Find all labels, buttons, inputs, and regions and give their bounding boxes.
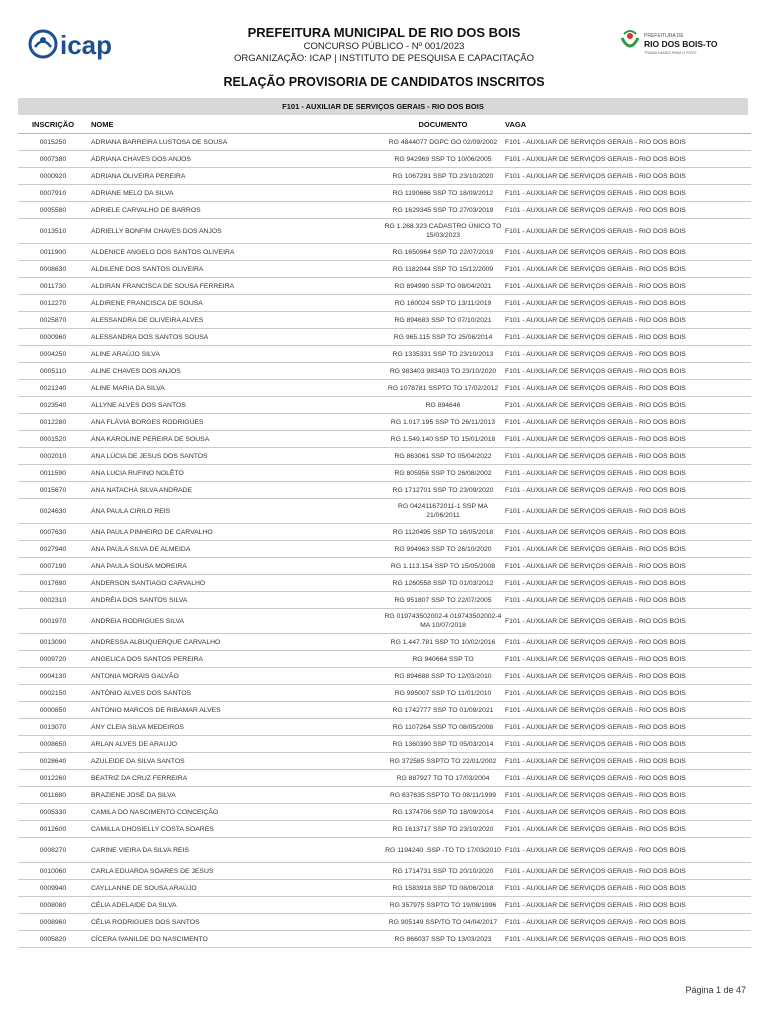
cell-nome: ALDIRAN FRANCISCA DE SOUSA FERREIRA [88,278,381,295]
table-row [18,702,751,719]
cell-vaga: F101 - AUXILIAR DE SERVIÇOS GERAIS - RIO DOS BOIS [505,380,751,397]
cell-nome: ANA PAULA PINHEIRO DE CARVALHO [88,524,381,541]
cell-documento: RG 1583918 SSP TO 08/06/2018 [381,880,505,897]
cell-documento: RG 983403 983403 TO 23/10/2020 [381,363,505,380]
table-row [18,414,751,431]
cell-nome: CAMILLA DHOSIELLY COSTA SOARES [88,821,381,838]
table-row [18,524,751,541]
cell-documento: RG 965.115 SSP TO 25/06/2014 [381,329,505,346]
cell-documento: RG 894990 SSP TO 08/04/2021 [381,278,505,295]
cell-vaga: F101 - AUXILIAR DE SERVIÇOS GERAIS - RIO DOS BOIS [505,804,751,821]
cell-inscricao: 0008960 [18,914,88,931]
cell-documento: RG 1629345 SSP TO 27/03/2019 [381,202,505,219]
cell-vaga: F101 - AUXILIAR DE SERVIÇOS GERAIS - RIO DOS BOIS [505,431,751,448]
table-row [18,397,751,414]
cell-inscricao: 0007910 [18,185,88,202]
cell-nome: ARLAN ALVES DE ARAUJO [88,736,381,753]
cell-vaga: F101 - AUXILIAR DE SERVIÇOS GERAIS - RIO DOS BOIS [505,609,751,634]
cell-nome: CÍCERA IVANILDE DO NASCIMENTO [88,931,381,948]
table-row [18,931,751,948]
cell-inscricao: 0007380 [18,151,88,168]
cell-documento: RG 1190666 SSP TO 18/09/2012 [381,185,505,202]
table-row [18,312,751,329]
cell-documento: RG 942969 SSP TO 10/06/2005 [381,151,505,168]
cell-nome: ALLYNE ALVES DOS SANTOS [88,397,381,414]
cell-vaga: F101 - AUXILIAR DE SERVIÇOS GERAIS - RIO DOS BOIS [505,329,751,346]
table-row [18,821,751,838]
cell-documento: RG 1067291 SSP TO 23/10/2020 [381,168,505,185]
cell-inscricao: 0005580 [18,202,88,219]
cell-inscricao: 0023540 [18,397,88,414]
cell-nome: ANA PAULA CIRILO REIS [88,499,381,524]
cell-inscricao: 0005330 [18,804,88,821]
cell-documento: RG 805956 SSP TO 26/08/2002 [381,465,505,482]
cell-inscricao: 0008650 [18,736,88,753]
cell-vaga: F101 - AUXILIAR DE SERVIÇOS GERAIS - RIO DOS BOIS [505,482,751,499]
cell-documento: RG 1613717 SSP TO 23/10/2020 [381,821,505,838]
cell-vaga: F101 - AUXILIAR DE SERVIÇOS GERAIS - RIO DOS BOIS [505,524,751,541]
cell-documento: RG 894688 SSP TO 12/03/2010 [381,668,505,685]
cell-nome: ANA LUCIA RUFINO NOLÊTO [88,465,381,482]
cell-inscricao: 0013090 [18,634,88,651]
cell-inscricao: 0005110 [18,363,88,380]
cell-vaga: F101 - AUXILIAR DE SERVIÇOS GERAIS - RIO DOS BOIS [505,575,751,592]
cell-inscricao: 0002310 [18,592,88,609]
cell-nome: CARINE VIEIRA DA SILVA REIS [88,838,381,863]
cell-inscricao: 0013070 [18,719,88,736]
cell-vaga: F101 - AUXILIAR DE SERVIÇOS GERAIS - RIO DOS BOIS [505,168,751,185]
cell-documento: RG 905149 SSP/TO TO 04/04/2017 [381,914,505,931]
table-row [18,668,751,685]
table-row [18,736,751,753]
cell-vaga: F101 - AUXILIAR DE SERVIÇOS GERAIS - RIO DOS BOIS [505,685,751,702]
cell-vaga: F101 - AUXILIAR DE SERVIÇOS GERAIS - RIO DOS BOIS [505,499,751,524]
cell-inscricao: 0015250 [18,134,88,151]
organization-line: ORGANIZAÇÃO: ICAP | INSTITUTO DE PESQUISA E CAPACITAÇÃO [233,53,534,64]
cell-documento: RG 1107264 SSP TO 08/05/2008 [381,719,505,736]
table-row [18,219,751,244]
cell-documento: RG 637635 SSPTO TO 08/11/1999 [381,787,505,804]
table-row [18,770,751,787]
cell-inscricao: 0009720 [18,651,88,668]
table-header-row [18,115,751,134]
cell-nome: ANA PAULA SILVA DE ALMEIDA [88,541,381,558]
cell-vaga: F101 - AUXILIAR DE SERVIÇOS GERAIS - RIO DOS BOIS [505,202,751,219]
cell-nome: ALDILENE DOS SANTOS OLIVEIRA [88,261,381,278]
cell-documento: RG 1.113.154 SSP TO 15/05/2008 [381,558,505,575]
cell-nome: ADRIANA CHAVES DOS ANJOS [88,151,381,168]
table-row [18,804,751,821]
cell-nome: ADRIANE MELO DA SILVA [88,185,381,202]
table-row [18,914,751,931]
table-row [18,380,751,397]
cell-nome: ADRIELLY BONFIM CHAVES DOS ANJOS [88,219,381,244]
cell-nome: CAMILA DO NASCIMENTO CONCEIÇÃO [88,804,381,821]
cell-documento: RG 866037 SSP TO 13/03/2023 [381,931,505,948]
cell-nome: ANDREIA RODRIGUES SILVA [88,609,381,634]
cell-nome: ALINE CHAVES DOS ANJOS [88,363,381,380]
cell-documento: RG 160024 SSP TO 13/11/2019 [381,295,505,312]
cell-inscricao: 0012280 [18,414,88,431]
cell-documento: RG 1078781 SSPTO TO 17/02/2012 [381,380,505,397]
table-row [18,261,751,278]
cell-vaga: F101 - AUXILIAR DE SERVIÇOS GERAIS - RIO DOS BOIS [505,151,751,168]
cell-nome: ANDRESSA ALBUQUERQUE CARVALHO [88,634,381,651]
cell-nome: ANDRÉIA DOS SANTOS SILVA [88,592,381,609]
table-row [18,609,751,634]
table-row [18,787,751,804]
cell-documento: RG 019743502002-4 019743502002-4 MA 10/07/2018 [381,609,505,634]
report-title: RELAÇÃO PROVISORIA DE CANDIDATOS INSCRITOS [223,75,545,89]
table-row [18,448,751,465]
cell-inscricao: 0012270 [18,295,88,312]
column-header-vaga: VAGA [505,115,751,134]
cell-nome: CÉLIA RODRIGUES DOS SANTOS [88,914,381,931]
column-header-documento: DOCUMENTO [381,115,505,134]
table-row [18,592,751,609]
table-row [18,880,751,897]
cell-inscricao: 0000850 [18,702,88,719]
cell-documento: RG 1120495 SSP TO 16/05/2018 [381,524,505,541]
cell-nome: CARLA EDUARDA SOARES DE JESUS [88,863,381,880]
table-row [18,295,751,312]
cell-documento: RG 994963 SSP TO 26/10/2020 [381,541,505,558]
cell-documento: RG 357975 SSPTO TO 19/08/1996 [381,897,505,914]
cell-inscricao: 0008630 [18,261,88,278]
cell-vaga: F101 - AUXILIAR DE SERVIÇOS GERAIS - RIO DOS BOIS [505,668,751,685]
cell-documento: RG 372585 SSPTO TO 22/01/2002 [381,753,505,770]
cell-inscricao: 0011680 [18,787,88,804]
column-header-nome: NOME [88,115,381,134]
cell-vaga: F101 - AUXILIAR DE SERVIÇOS GERAIS - RIO DOS BOIS [505,244,751,261]
cell-vaga: F101 - AUXILIAR DE SERVIÇOS GERAIS - RIO DOS BOIS [505,185,751,202]
cell-inscricao: 0011900 [18,244,88,261]
table-row [18,558,751,575]
cell-inscricao: 0004130 [18,668,88,685]
cell-nome: ANGELICA DOS SANTOS PEREIRA [88,651,381,668]
cell-nome: ALDIRENE FRANCISCA DE SOUSA [88,295,381,312]
cell-vaga: F101 - AUXILIAR DE SERVIÇOS GERAIS - RIO DOS BOIS [505,397,751,414]
cell-documento: RG 1360390 SSP TO 05/03/2014 [381,736,505,753]
cell-nome: ANA NATACHA SILVA ANDRADE [88,482,381,499]
cell-nome: ALINE ARAÚJO SILVA [88,346,381,363]
cell-vaga: F101 - AUXILIAR DE SERVIÇOS GERAIS - RIO DOS BOIS [505,821,751,838]
group-title-bar: F101 - AUXILIAR DE SERVIÇOS GERAIS - RIO DOS BOIS [18,98,748,115]
table-row [18,838,751,863]
cell-vaga: F101 - AUXILIAR DE SERVIÇOS GERAIS - RIO DOS BOIS [505,312,751,329]
cell-vaga: F101 - AUXILIAR DE SERVIÇOS GERAIS - RIO DOS BOIS [505,541,751,558]
cell-nome: ADRIELE CARVALHO DE BARROS [88,202,381,219]
cell-vaga: F101 - AUXILIAR DE SERVIÇOS GERAIS - RIO DOS BOIS [505,278,751,295]
cell-nome: CÉLIA ADELAIDE DA SILVA [88,897,381,914]
cell-vaga: F101 - AUXILIAR DE SERVIÇOS GERAIS - RIO DOS BOIS [505,753,751,770]
cell-documento: RG 1194240 .SSP -TO TO 17/03/2010 [381,838,505,863]
candidates-table [18,115,751,948]
table-row [18,575,751,592]
cell-nome: ANTÔNIO ALVES DOS SANTOS [88,685,381,702]
cell-documento: RG 863061 SSP TO 05/04/2022 [381,448,505,465]
cell-documento: RG 894683 SSP TO 07/10/2021 [381,312,505,329]
table-row [18,431,751,448]
table-row [18,541,751,558]
cell-nome: ALINE MARIA DA SILVA [88,380,381,397]
cell-nome: ANTONIA MORAIS GALVÃO [88,668,381,685]
cell-documento: RG 1.268.323 CADASTRO ÚNICO TO 15/03/2023 [381,219,505,244]
cell-vaga: F101 - AUXILIAR DE SERVIÇOS GERAIS - RIO DOS BOIS [505,134,751,151]
table-row [18,346,751,363]
cell-nome: CAYLLANNE DE SOUSA ARAÚJO [88,880,381,897]
cell-vaga: F101 - AUXILIAR DE SERVIÇOS GERAIS - RIO DOS BOIS [505,770,751,787]
table-row [18,499,751,524]
cell-documento: RG 1.017.195 SSP TO 26/11/2013 [381,414,505,431]
cell-documento: RG 1182044 SSP TO 15/12/2009 [381,261,505,278]
table-row [18,202,751,219]
cell-documento: RG 1714731 SSP TO 20/10/2020 [381,863,505,880]
table-row [18,134,751,151]
cell-inscricao: 0025870 [18,312,88,329]
cell-vaga: F101 - AUXILIAR DE SERVIÇOS GERAIS - RIO DOS BOIS [505,719,751,736]
cell-nome: ANA LÚCIA DE JESUS DOS SANTOS [88,448,381,465]
cell-documento: RG 894646 [381,397,505,414]
rio-logo-line1: PREFEITURA DE [644,33,684,39]
table-row [18,651,751,668]
cell-vaga: F101 - AUXILIAR DE SERVIÇOS GERAIS - RIO DOS BOIS [505,414,751,431]
cell-vaga: F101 - AUXILIAR DE SERVIÇOS GERAIS - RIO DOS BOIS [505,651,751,668]
cell-nome: ANDERSON SANTIAGO CARVALHO [88,575,381,592]
cell-documento: RG 995007 SSP TO 11/01/2010 [381,685,505,702]
cell-nome: BRAZIENE JOSÉ DA SILVA [88,787,381,804]
cell-inscricao: 0007630 [18,524,88,541]
table-row [18,897,751,914]
cell-documento: RG 1.549.140 SSP TO 15/01/2018 [381,431,505,448]
cell-vaga: F101 - AUXILIAR DE SERVIÇOS GERAIS - RIO DOS BOIS [505,363,751,380]
cell-nome: ALDENICE ANGELO DOS SANTOS OLIVEIRA [88,244,381,261]
cell-vaga: F101 - AUXILIAR DE SERVIÇOS GERAIS - RIO DOS BOIS [505,346,751,363]
cell-nome: ALESSANDRA DOS SANTOS SOUSA [88,329,381,346]
cell-nome: ANA KAROLINE PEREIRA DE SOUSA [88,431,381,448]
table-row [18,685,751,702]
cell-vaga: F101 - AUXILIAR DE SERVIÇOS GERAIS - RIO DOS BOIS [505,863,751,880]
cell-inscricao: 0005820 [18,931,88,948]
cell-documento: RG 940664 SSP TO [381,651,505,668]
cell-inscricao: 0001970 [18,609,88,634]
cell-inscricao: 0013510 [18,219,88,244]
cell-vaga: F101 - AUXILIAR DE SERVIÇOS GERAIS - RIO DOS BOIS [505,558,751,575]
table-row [18,278,751,295]
cell-vaga: F101 - AUXILIAR DE SERVIÇOS GERAIS - RIO DOS BOIS [505,914,751,931]
cell-vaga: F101 - AUXILIAR DE SERVIÇOS GERAIS - RIO DOS BOIS [505,448,751,465]
cell-vaga: F101 - AUXILIAR DE SERVIÇOS GERAIS - RIO DOS BOIS [505,295,751,312]
cell-nome: ANY CLEIA SILVA MEDEIROS [88,719,381,736]
cell-documento: RG 1650964 SSP TO 22/07/2019 [381,244,505,261]
cell-inscricao: 0007190 [18,558,88,575]
cell-vaga: F101 - AUXILIAR DE SERVIÇOS GERAIS - RIO DOS BOIS [505,261,751,278]
cell-documento: RG 1260558 SSP TO 01/03/2012 [381,575,505,592]
cell-inscricao: 0001520 [18,431,88,448]
cell-inscricao: 0000960 [18,329,88,346]
cell-inscricao: 0004250 [18,346,88,363]
cell-documento: RG 042411672011-1 SSP MA 21/06/2011 [381,499,505,524]
page-number: Página 1 de 47 [685,985,746,995]
cell-nome: ANA PAULA SOUSA MOREIRA [88,558,381,575]
cell-nome: ALESSANDRA DE OLIVEIRA ALVES [88,312,381,329]
cell-vaga: F101 - AUXILIAR DE SERVIÇOS GERAIS - RIO DOS BOIS [505,702,751,719]
cell-vaga: F101 - AUXILIAR DE SERVIÇOS GERAIS - RIO DOS BOIS [505,838,751,863]
cell-nome: ADRIANA BARREIRA LUSTOSA DE SOUSA [88,134,381,151]
cell-inscricao: 0000920 [18,168,88,185]
cell-documento: RG 1.447.781 SSP TO 10/02/2016 [381,634,505,651]
table-row [18,482,751,499]
cell-inscricao: 0011590 [18,465,88,482]
cell-vaga: F101 - AUXILIAR DE SERVIÇOS GERAIS - RIO DOS BOIS [505,931,751,948]
cell-vaga: F101 - AUXILIAR DE SERVIÇOS GERAIS - RIO DOS BOIS [505,736,751,753]
cell-documento: RG 1742777 SSP TO 01/09/2021 [381,702,505,719]
cell-inscricao: 0002150 [18,685,88,702]
cell-vaga: F101 - AUXILIAR DE SERVIÇOS GERAIS - RIO DOS BOIS [505,219,751,244]
cell-inscricao: 0011730 [18,278,88,295]
cell-vaga: F101 - AUXILIAR DE SERVIÇOS GERAIS - RIO DOS BOIS [505,592,751,609]
cell-documento: RG 951807 SSP TO 22/07/2005 [381,592,505,609]
cell-inscricao: 0024630 [18,499,88,524]
table-row [18,863,751,880]
icap-logo-text: icap [60,30,113,60]
cell-inscricao: 0027940 [18,541,88,558]
contest-subtitle: CONCURSO PÚBLICO - Nº 001/2023 [303,41,465,52]
rio-logo-line2: RIO DOS BOIS-TO [644,39,718,49]
table-row [18,244,751,261]
cell-inscricao: 0028640 [18,753,88,770]
cell-nome: ADRIANA OLIVEIRA PEREIRA [88,168,381,185]
cell-inscricao: 0021240 [18,380,88,397]
rio-logo-line3: TRABALHANDO PARA O POVO [644,51,697,55]
cell-documento: RG 1374706 SSP TO 18/09/2014 [381,804,505,821]
cell-documento: RG 1335331 SSP TO 23/10/2013 [381,346,505,363]
table-row [18,719,751,736]
cell-vaga: F101 - AUXILIAR DE SERVIÇOS GERAIS - RIO DOS BOIS [505,880,751,897]
cell-inscricao: 0012260 [18,770,88,787]
cell-inscricao: 0008270 [18,838,88,863]
cell-vaga: F101 - AUXILIAR DE SERVIÇOS GERAIS - RIO DOS BOIS [505,787,751,804]
table-row [18,329,751,346]
cell-documento: RG 4844077 DGPC GO 02/09/2002 [381,134,505,151]
cell-documento: RG 887927 TO TO 17/03/2004 [381,770,505,787]
cell-inscricao: 0012600 [18,821,88,838]
cell-nome: BEATRIZ DA CRUZ FERREIRA [88,770,381,787]
cell-inscricao: 0002010 [18,448,88,465]
cell-nome: ANA FLÁVIA BORGES RODRIGUES [88,414,381,431]
cell-inscricao: 0017690 [18,575,88,592]
table-row [18,753,751,770]
cell-vaga: F101 - AUXILIAR DE SERVIÇOS GERAIS - RIO DOS BOIS [505,465,751,482]
cell-nome: ANTONIO MARCOS DE RIBAMAR ALVES [88,702,381,719]
cell-inscricao: 0009940 [18,880,88,897]
table-row [18,185,751,202]
cell-documento: RG 1712701 SSP TO 23/09/2020 [381,482,505,499]
cell-nome: AZULEIDE DA SILVA SANTOS [88,753,381,770]
cell-inscricao: 0015670 [18,482,88,499]
table-row [18,151,751,168]
table-row [18,465,751,482]
column-header-inscricao: INSCRIÇÃO [18,115,88,134]
cell-vaga: F101 - AUXILIAR DE SERVIÇOS GERAIS - RIO DOS BOIS [505,897,751,914]
page-title: PREFEITURA MUNICIPAL DE RIO DOS BOIS [247,25,521,40]
cell-inscricao: 0010060 [18,863,88,880]
table-row [18,168,751,185]
cell-inscricao: 0008080 [18,897,88,914]
table-row [18,363,751,380]
cell-vaga: F101 - AUXILIAR DE SERVIÇOS GERAIS - RIO DOS BOIS [505,634,751,651]
table-row [18,634,751,651]
